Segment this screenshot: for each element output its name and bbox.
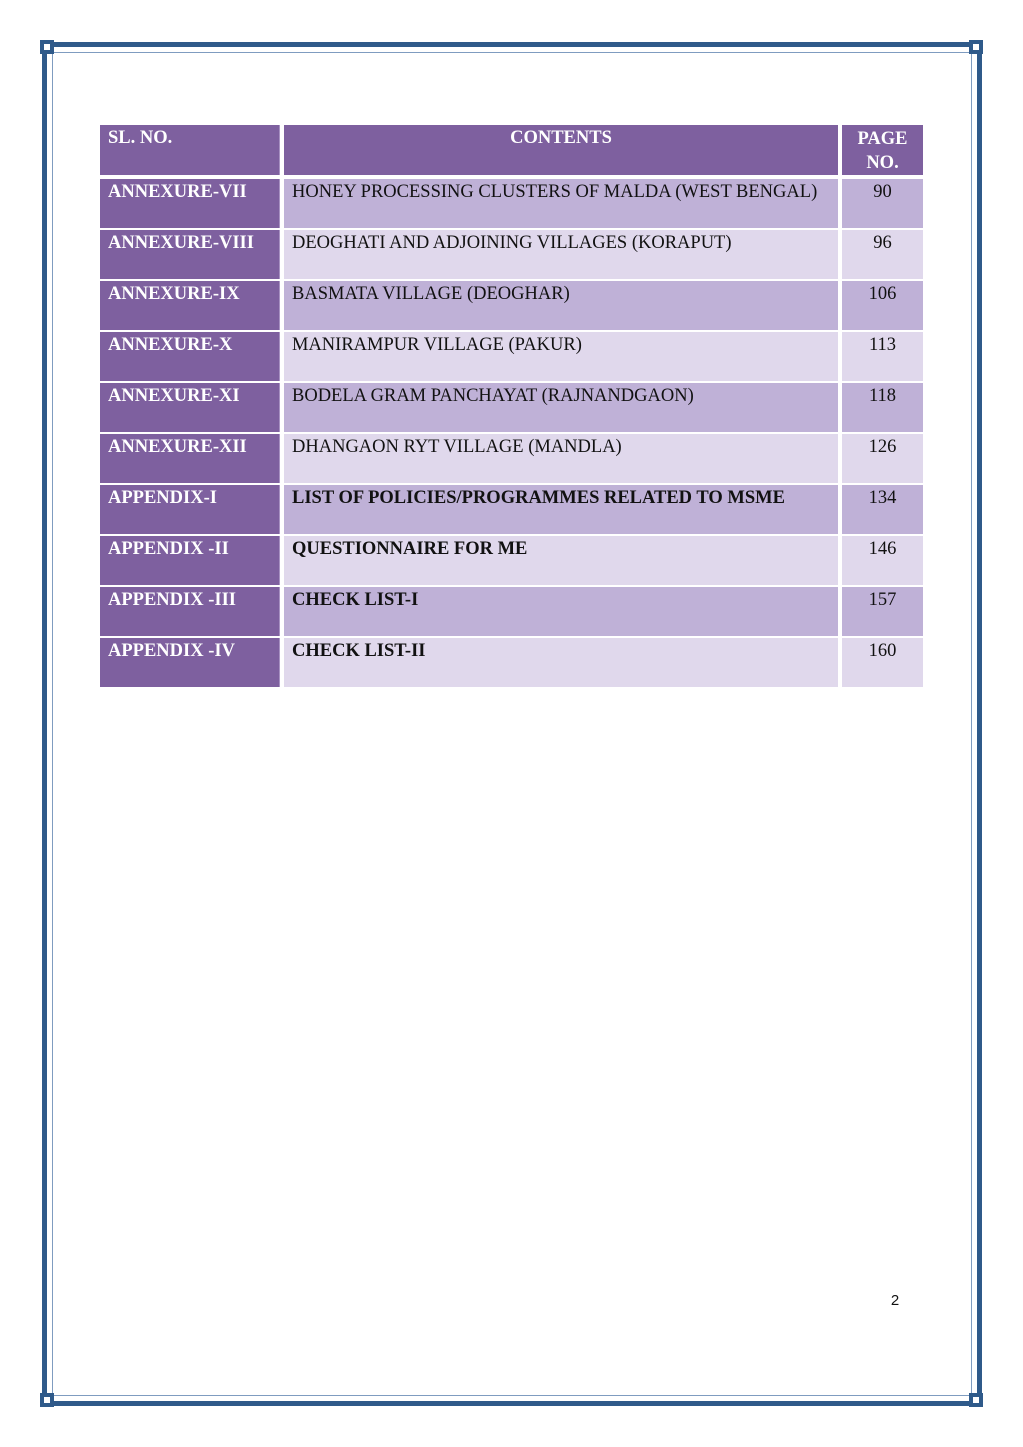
border-corner-bottom-right bbox=[969, 1393, 983, 1407]
row-content: QUESTIONNAIRE FOR ME bbox=[284, 536, 838, 585]
row-sl-no: ANNEXURE-IX bbox=[100, 281, 280, 330]
row-content: LIST OF POLICIES/PROGRAMMES RELATED TO MSME bbox=[284, 485, 838, 534]
table-row bbox=[100, 179, 923, 228]
row-content: CHECK LIST-I bbox=[284, 587, 838, 636]
row-page-no: 96 bbox=[842, 230, 923, 279]
row-page-no: 113 bbox=[842, 332, 923, 381]
header-contents: CONTENTS bbox=[284, 125, 838, 175]
row-content: MANIRAMPUR VILLAGE (PAKUR) bbox=[284, 332, 838, 381]
row-content: DHANGAON RYT VILLAGE (MANDLA) bbox=[284, 434, 838, 483]
row-page-no: 106 bbox=[842, 281, 923, 330]
row-page-no: 118 bbox=[842, 383, 923, 432]
table-row bbox=[100, 332, 923, 381]
row-sl-no: APPENDIX -III bbox=[100, 587, 280, 636]
row-sl-no: APPENDIX -IV bbox=[100, 638, 280, 687]
table-row bbox=[100, 230, 923, 279]
row-content: CHECK LIST-II bbox=[284, 638, 838, 687]
table-row bbox=[100, 434, 923, 483]
header-page-no bbox=[842, 125, 923, 175]
row-page-no: 134 bbox=[842, 485, 923, 534]
header-sl-no: SL. NO. bbox=[100, 125, 280, 175]
table-row bbox=[100, 485, 923, 534]
row-sl-no: ANNEXURE-VIII bbox=[100, 230, 280, 279]
row-content: HONEY PROCESSING CLUSTERS OF MALDA (WEST BENGAL) bbox=[284, 179, 838, 228]
page-number: 2 bbox=[890, 1292, 900, 1309]
table-row bbox=[100, 587, 923, 636]
row-content: BASMATA VILLAGE (DEOGHAR) bbox=[284, 281, 838, 330]
table-row bbox=[100, 383, 923, 432]
header-page-line2: NO. bbox=[866, 153, 899, 173]
row-sl-no: ANNEXURE-X bbox=[100, 332, 280, 381]
border-corner-top-right bbox=[969, 40, 983, 54]
table-row bbox=[100, 281, 923, 330]
border-corner-top-left bbox=[40, 40, 54, 54]
row-content: DEOGHATI AND ADJOINING VILLAGES (KORAPUT) bbox=[284, 230, 838, 279]
row-sl-no: ANNEXURE-XI bbox=[100, 383, 280, 432]
row-sl-no: ANNEXURE-XII bbox=[100, 434, 280, 483]
border-corner-bottom-left bbox=[40, 1393, 54, 1407]
row-page-no: 146 bbox=[842, 536, 923, 585]
row-page-no: 160 bbox=[842, 638, 923, 687]
row-sl-no: ANNEXURE-VII bbox=[100, 179, 280, 228]
row-sl-no: APPENDIX-I bbox=[100, 485, 280, 534]
row-page-no: 126 bbox=[842, 434, 923, 483]
contents-table-header bbox=[100, 125, 923, 175]
table-row bbox=[100, 638, 923, 687]
contents-table bbox=[100, 125, 923, 689]
row-page-no: 90 bbox=[842, 179, 923, 228]
row-sl-no: APPENDIX -II bbox=[100, 536, 280, 585]
row-content: BODELA GRAM PANCHAYAT (RAJNANDGAON) bbox=[284, 383, 838, 432]
table-row bbox=[100, 536, 923, 585]
row-page-no: 157 bbox=[842, 587, 923, 636]
header-page-line1: PAGE bbox=[857, 129, 908, 149]
